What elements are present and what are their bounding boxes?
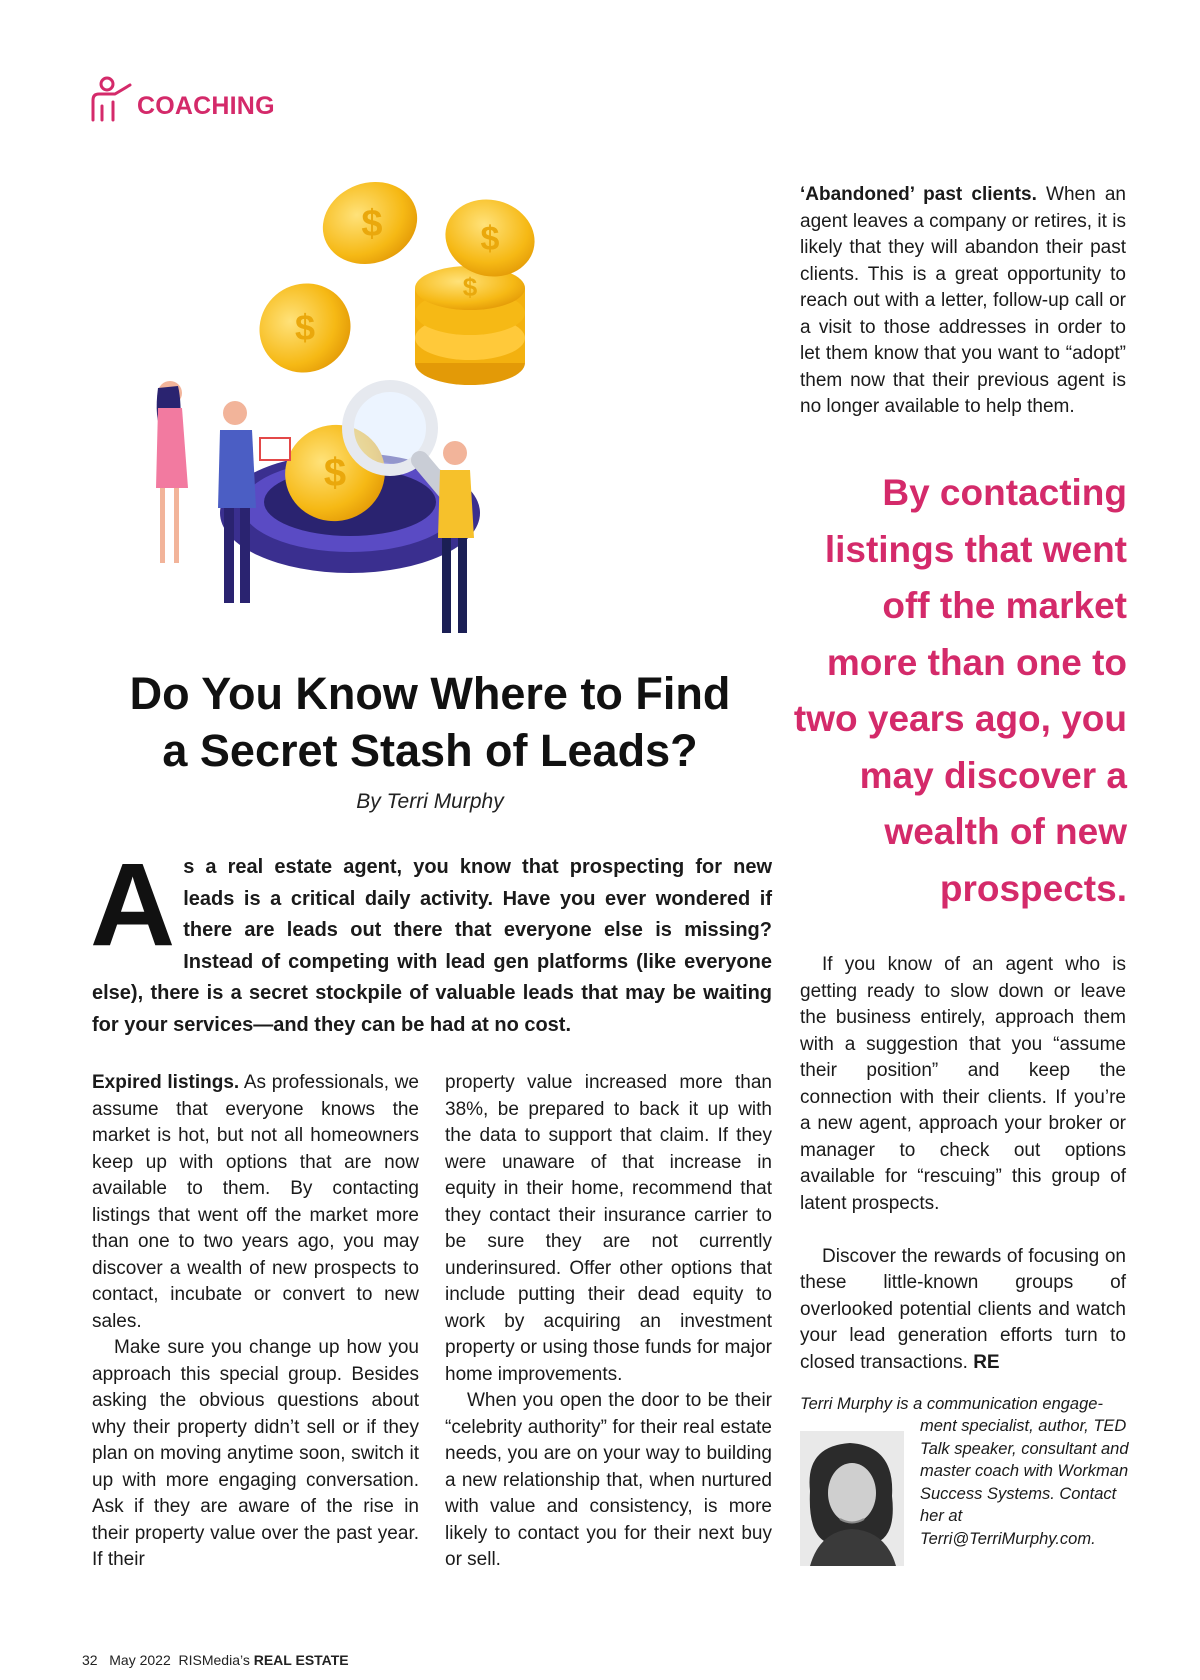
coin-1	[311, 169, 429, 277]
intro-text: s a real estate agent, you know that prospecting for new leads is a critical daily activity. Have you ever wondered if there are leads out there that everyone else is missing? Instead of competing with lead gen platforms (like everyone else), there is a secret stockpile of valuable leads that may be waiting for your services—and they can be had at no cost.	[92, 856, 772, 1036]
intro-paragraph	[90, 839, 772, 1041]
paragraph-text: Discover the rewards of focusing on these little-known groups of overlooked potential clients and watch your lead generation efforts turn to closed transactions.	[800, 1245, 1126, 1373]
subhead-abandoned-clients: ‘Abandoned’ past clients.	[800, 184, 1037, 205]
paragraph: property value increased more than 38%, be prepared to back it up with the data to support that claim. If they were unaware of that increase in equity in their home, recommend that they contact their insurance carrier to be sure they are not currently underinsured. Offer other options that include putting their dead equity to work by acquiring an investment property or using those funds for major home improvements.	[445, 1072, 772, 1385]
svg-text:$: $	[361, 203, 383, 245]
paragraph-text: When an agent leaves a company or retires, it is likely that they will abandon their past clients. This is a great opportunity to reach out with a letter, follow-up call or a visit to those addresses in order to let them know that you want to “adopt” them now that their previous agent is no longer available to help them.	[800, 184, 1126, 417]
page-footer	[82, 1652, 349, 1668]
subhead-expired-listings: Expired listings.	[92, 1072, 240, 1093]
article-title-line-2: a Secret Stash of Leads?	[162, 725, 698, 776]
person-woman	[156, 381, 188, 563]
article-title	[90, 665, 770, 779]
svg-text:$: $	[462, 272, 478, 302]
section-label: COACHING	[137, 91, 275, 120]
paragraph-text: As professionals, we assume that everyone knows the market is hot, but not all homeowners keep up with options that are now available to them. By contacting listings that went off the market more than one to two years ago, you may discover a wealth of new prospects to contact, incubate or convert to new sales.	[92, 1072, 419, 1332]
author-bio-line-1: Terri Murphy is a communication engage-	[800, 1395, 1103, 1413]
svg-text:$: $	[480, 220, 500, 258]
byline: By Terri Murphy	[356, 790, 504, 813]
author-bio-text: ment specialist, author, TED Talk speaker, consultant and master coach with Workman Success Systems. Contact her at Terri@TerriMurphy.com.	[920, 1417, 1129, 1548]
drop-cap: A	[90, 839, 176, 971]
paragraph: Make sure you change up how you approach this special group. Besides asking the obvious questions about why their property didn’t sell or if they plan on moving anytime soon, switch it up with more engaging conversation. Ask if they are aware of the rise in their property value over the past year. If their	[92, 1337, 419, 1570]
paragraph	[800, 1244, 1126, 1377]
person-man-right	[438, 441, 474, 633]
paragraph: If you know of an agent who is getting ready to slow down or leave the business entirely, approach them with a suggestion that you “assume their position” and keep the connection with their clients. If you’re a new agent, approach your broker or manager to check out options available for “rescuing” this group of latent prospects.	[800, 954, 1126, 1214]
body-column-3-bottom	[800, 952, 1126, 1376]
publisher: RISMedia’s	[178, 1652, 250, 1668]
author-photo-icon	[800, 1431, 904, 1566]
paragraph: When you open the door to be their “celebrity authority” for their real estate needs, you are on your way to building a new relationship that, when nurtured with value and consistency, is more likely to contact you for their next buy or sell.	[445, 1390, 772, 1570]
coins-magnifier-illustration	[140, 168, 540, 643]
issue-date: May 2022	[109, 1652, 171, 1668]
page-number: 32	[82, 1652, 98, 1668]
publication-name: REAL ESTATE	[253, 1652, 349, 1668]
coach-pointing-icon	[89, 76, 133, 122]
body-column-2	[445, 1070, 772, 1574]
author-headshot	[800, 1431, 904, 1566]
coin-stack	[415, 266, 525, 385]
body-column-3-top	[800, 182, 1126, 421]
pull-quote: By contacting listings that went off the market more than one to two years ago, you may discover a wealth of new prospects.	[793, 472, 1127, 909]
end-mark: RE	[973, 1351, 1000, 1373]
paragraph	[92, 1070, 419, 1335]
svg-text:$: $	[294, 307, 316, 348]
article-title-line-1: Do You Know Where to Find	[129, 668, 731, 719]
body-column-1	[92, 1070, 419, 1574]
section-header	[89, 76, 275, 122]
coin-3	[243, 267, 367, 389]
paragraph	[800, 182, 1126, 421]
svg-text:$: $	[323, 451, 347, 495]
